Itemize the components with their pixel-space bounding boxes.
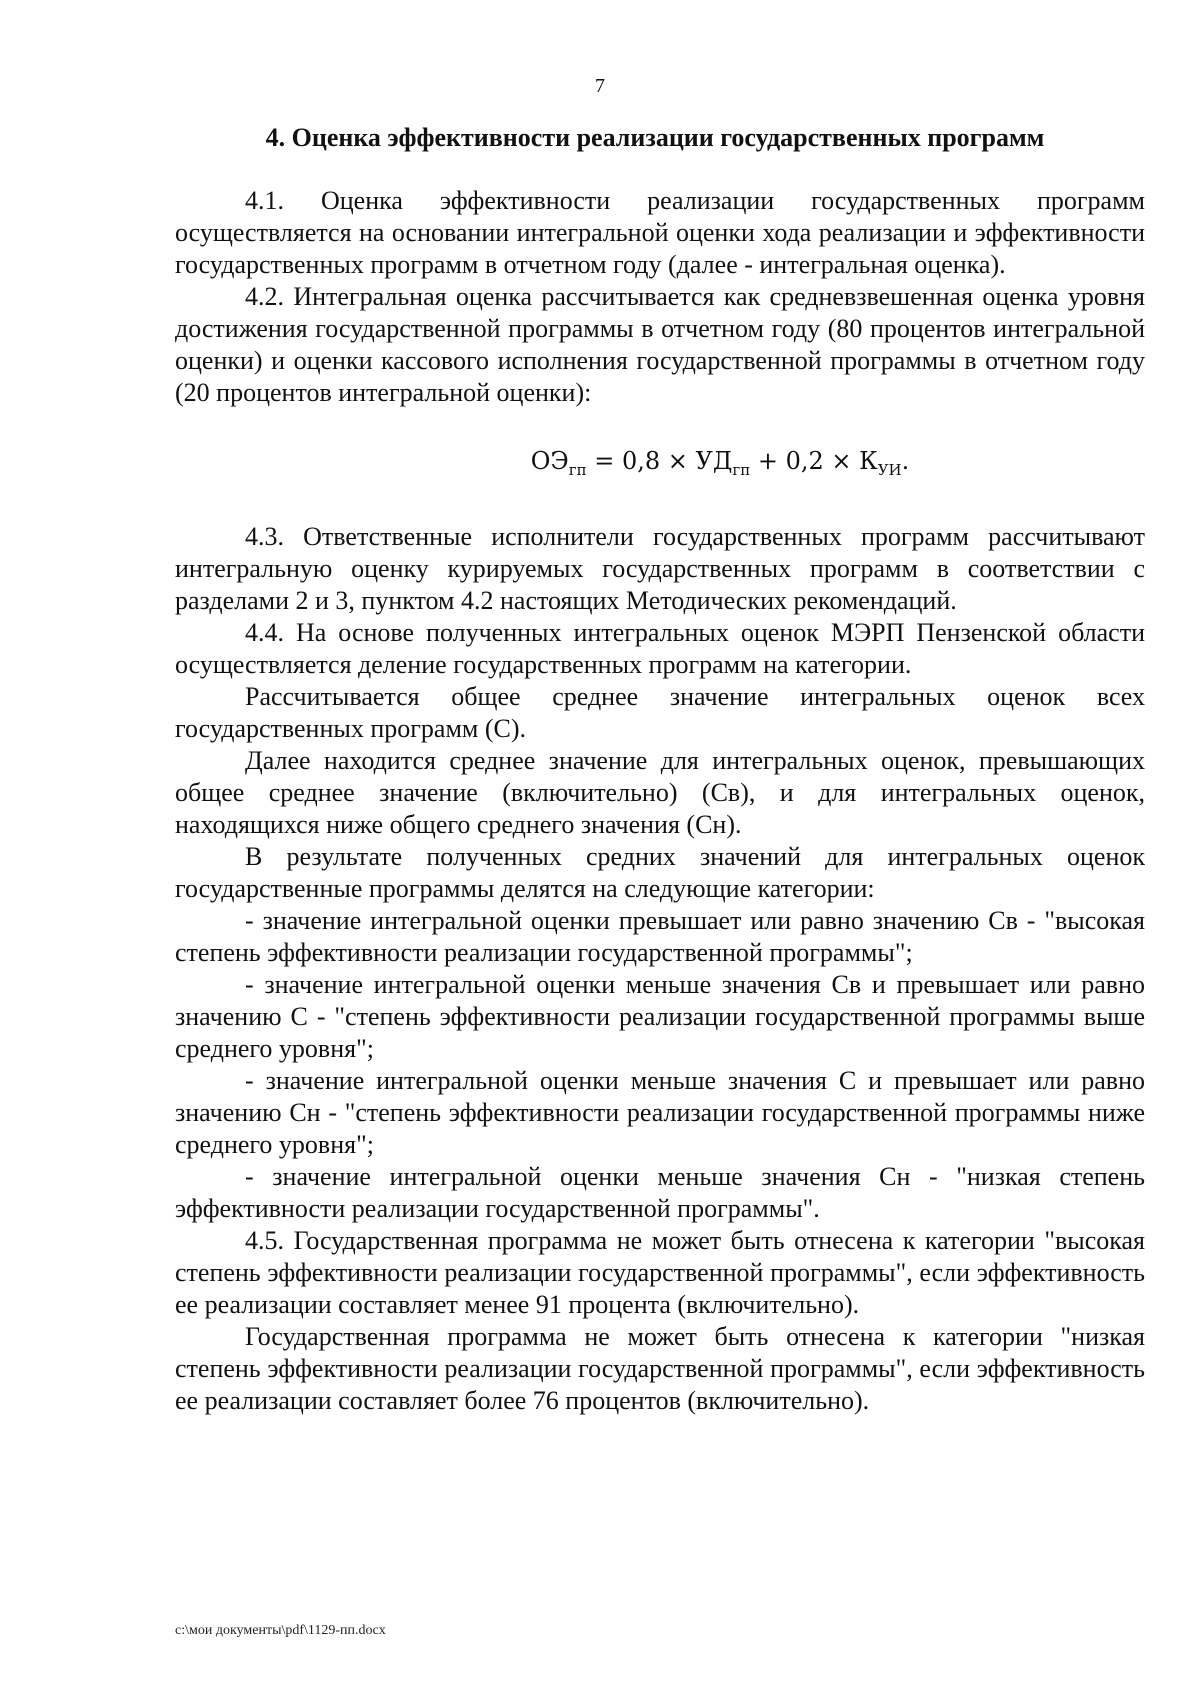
category-item-low: - значение интегральной оценки меньше значения Сн - "низкая степень эффективности реализации государственной программы".: [175, 1162, 1145, 1223]
document-body: [175, 185, 1145, 1417]
category-item-below-average: - значение интегральной оценки меньше значения С и превышает или равно значению Сн - "степень эффективности реализации государственной программы ниже среднего уровня";: [175, 1066, 1145, 1159]
formula-lhs: ОЭ: [530, 447, 569, 475]
paragraph-average-c: Рассчитывается общее среднее значение интегральных оценок всех государственных программ (С).: [175, 682, 1145, 743]
formula-term1: УД: [695, 447, 733, 475]
paragraph-low-restriction: Государственная программа не может быть отнесена к категории "низкая степень эффективности реализации государственной программы", если эффективность ее реализации составляет более 76 процентов (включительно).: [175, 1322, 1145, 1415]
footer-file-path: c:\мои документы\pdf\1129-пп.docx: [175, 1623, 386, 1638]
paragraph-4-2: 4.2. Интегральная оценка рассчитывается как средневзвешенная оценка уровня достижения государственной программы в отчетном году (80 процентов интегральной оценки) и оценки кассового исполнения государственной программы в отчетном году (20 процентов интегральной оценки):: [175, 282, 1145, 407]
formula-end: .: [901, 447, 910, 475]
formula-plus-coef: + 0,2 ×: [750, 447, 860, 475]
formula-term2: К: [859, 447, 878, 475]
paragraph-categories-intro: В результате полученных средних значений для интегральных оценок государственные программы делятся на следующие категории:: [175, 842, 1145, 903]
formula-lhs-subscript: гп: [568, 460, 587, 479]
paragraph-averages-cv-cn: Далее находится среднее значение для интегральных оценок, превышающих общее среднее значение (включительно) (Св), и для интегральных оценок, находящихся ниже общего среднего значения (Сн).: [175, 746, 1145, 839]
paragraph-4-4: 4.4. На основе полученных интегральных оценок МЭРП Пензенской области осуществляется деление государственных программ на категории.: [175, 618, 1145, 679]
formula-equals-coef: = 0,8 ×: [586, 447, 696, 475]
category-item-above-average: - значение интегральной оценки меньше значения Св и превышает или равно значению С - "степень эффективности реализации государственной программы выше среднего уровня";: [175, 970, 1145, 1063]
section-title: 4. Оценка эффективности реализации государственных программ: [265, 123, 1045, 152]
paragraph-4-1: 4.1. Оценка эффективности реализации государственных программ осуществляется на основании интегральной оценки хода реализации и эффективности государственных программ в отчетном году (далее - интегральная оценка).: [175, 186, 1145, 279]
category-item-high: - значение интегральной оценки превышает или равно значению Св - "высокая степень эффективности реализации государственной программы";: [175, 906, 1145, 967]
integral-score-formula: [175, 445, 1145, 477]
page-number: 7: [595, 75, 605, 97]
formula-term1-subscript: гп: [732, 460, 751, 479]
formula-term2-subscript: УИ: [877, 460, 902, 479]
paragraph-4-3: 4.3. Ответственные исполнители государственных программ рассчитывают интегральную оценку курируемых государственных программ в соответствии с разделами 2 и 3, пунктом 4.2 настоящих Методических рекомендаций.: [175, 522, 1145, 615]
paragraph-4-5: 4.5. Государственная программа не может быть отнесена к категории "высокая степень эффективности реализации государственной программы", если эффективность ее реализации составляет менее 91 процента (включительно).: [175, 1226, 1145, 1319]
